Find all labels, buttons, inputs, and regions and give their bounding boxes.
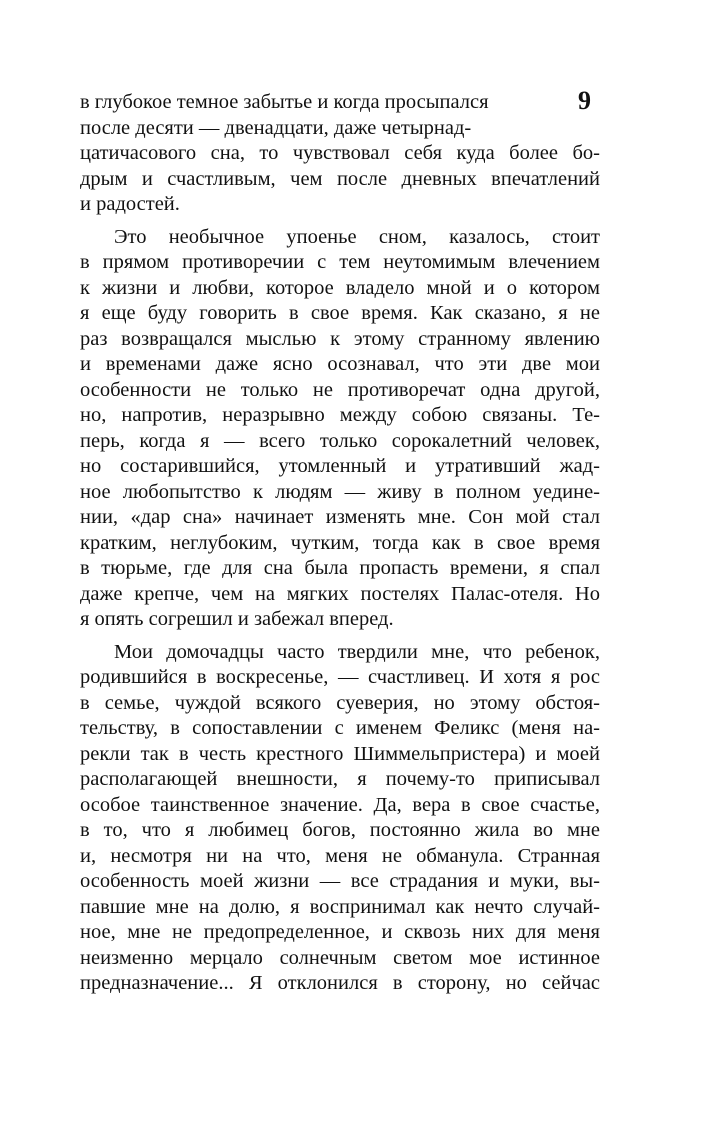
body-text: [80, 90, 600, 997]
text-line: особое таинственное значение. Да, вера в свое счастье,: [80, 793, 600, 816]
text-line: в прямом противоречии с тем неутомимым влечением: [80, 251, 600, 273]
text-line: после десяти — двенадцати, даже четырнад-: [80, 116, 472, 139]
text-line: кратким, неглубоким, чутким, тогда как в свое время: [80, 531, 600, 554]
text-line: и радостей.: [80, 193, 180, 215]
text-line: но, напротив, неразрывно между собою связаны. Те-: [80, 404, 600, 426]
text-line: родившийся в воскресенье, — счастливец. И хотя я рос: [80, 666, 600, 688]
text-line: я опять согрешил и забежал вперед.: [80, 608, 394, 630]
text-line: ное любопытство к людям — живу в полном уедине-: [80, 480, 600, 503]
text-line: я еще буду говорить в свое время. Как сказано, я не: [80, 302, 600, 324]
paragraph-1: [80, 90, 600, 218]
page-number: 9: [578, 86, 591, 115]
text-line: дрым и счастливым, чем после дневных впечатлений: [80, 167, 600, 190]
text-line: в тюрьме, где для сна была пропасть времени, я спал: [80, 557, 600, 579]
text-line: в глубокое темное забытье и когда просыпался: [80, 91, 489, 113]
text-line: Мои домочадцы часто твердили мне, что ребенок,: [114, 640, 600, 663]
text-line: раз возвращался мыслью к этому странному явлению: [80, 327, 600, 350]
paragraph-3: [80, 640, 600, 997]
text-line: и временами даже ясно осознавал, что эти две мои: [80, 353, 600, 375]
text-line: но состарившийся, утомленный и утративший жад-: [80, 455, 600, 477]
text-line: тельству, в сопоставлении с именем Феликс (меня на-: [80, 717, 600, 739]
text-line: особенность моей жизни — все страдания и муки, вы-: [80, 870, 600, 892]
text-line: предназначение... Я отклонился в сторону, но сейчас: [80, 972, 600, 994]
text-line: павшие мне на долю, я воспринимал как нечто случай-: [80, 895, 600, 918]
text-line: перь, когда я — всего только сорокалетний человек,: [80, 429, 600, 452]
text-line: неизменно мерцало солнечным светом мое истинное: [80, 946, 600, 969]
text-line: особенности не только не противоречат одна другой,: [80, 378, 600, 401]
text-line: в семье, чуждой всякого суеверия, но этому обстоя-: [80, 691, 600, 714]
text-line: к жизни и любви, которое владело мной и о котором: [80, 276, 600, 299]
text-line: нии, «дар сна» начинает изменять мне. Сон мой стал: [80, 506, 600, 528]
text-line: располагающей внешности, я почему-то приписывал: [80, 768, 600, 790]
text-line: и, несмотря ни на что, меня не обманула. Странная: [80, 844, 600, 867]
text-line: цатичасового сна, то чувствовал себя куда более бо-: [80, 142, 600, 164]
text-line: даже крепче, чем на мягких постелях Палас-отеля. Но: [80, 582, 600, 605]
paragraph-2: [80, 225, 600, 633]
text-line: ное, мне не предопределенное, и сквозь них для меня: [80, 921, 600, 943]
text-line: рекли так в честь крестного Шиммельпристера) и моей: [80, 742, 600, 765]
text-line: Это необычное упоенье сном, казалось, стоит: [114, 225, 600, 248]
text-line: в то, что я любимец богов, постоянно жила во мне: [80, 819, 600, 841]
